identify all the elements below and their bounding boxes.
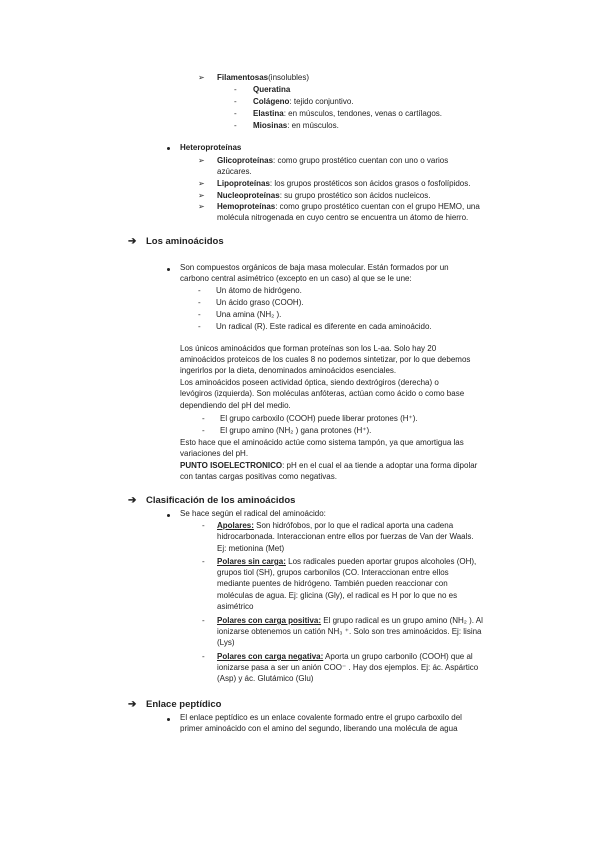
polares-l3: mediante puentes de hidrógeno. También pueden reaccionar con: [217, 579, 448, 588]
aminoacidos-p1-l1: Son compuestos orgánicos de baja masa molecular. Están formados por un: [180, 263, 449, 272]
dash-bullet: -: [198, 322, 201, 331]
aminoacidos-p3-l1: Esto hace que el aminoácido actúe como sistema tampón, ya que amortigua las: [180, 438, 464, 447]
aminoacidos-heading: Los aminoácidos: [146, 236, 224, 247]
negativa-l3: (Asp) y ác. Glutámico (Glu): [217, 674, 314, 683]
glucoproteinas-line2: azúcares.: [217, 167, 252, 176]
aminoacidos-p2-l6: dependiendo del pH del medio.: [180, 401, 291, 410]
polares-l5: asimétrico: [217, 602, 254, 611]
positiva-l2: ionizarse obtenemos un catión NH₃ ⁺. Solo son tres aminoácidos. Ej: lisina: [217, 627, 482, 636]
clasificacion-heading: Clasificación de los aminoácidos: [146, 495, 296, 506]
list-item-acido: Un ácido graso (COOH).: [216, 298, 304, 307]
punto-isoelectronico-line2: con tantas cargas positivas como negativas.: [180, 472, 337, 481]
negativa-l2: ionizarse pasa a ser un anión COO⁻ . Hay dos ejemplos. Ej: ác. Aspártico: [217, 663, 479, 672]
dash-bullet: -: [202, 616, 205, 625]
section-arrow-icon: ➔: [128, 236, 137, 247]
dash-bullet: -: [202, 426, 205, 435]
dash-bullet: -: [198, 310, 201, 319]
bullet-dot: [167, 514, 170, 517]
arrow-bullet-icon: ➢: [198, 191, 205, 200]
glucoproteinas-line: Glicoproteínas: como grupo prostético cuentan con uno o varios: [217, 156, 449, 165]
polares-l1: Polares sin carga: Los radicales pueden aportar grupos alcoholes (OH),: [217, 557, 477, 566]
aminoacidos-p2-l2: aminoácidos proteicos de los cuales 8 no podemos sintetizar, por lo que debemos: [180, 355, 471, 364]
dash-bullet: -: [198, 286, 201, 295]
bullet-dot: [167, 268, 170, 271]
arrow-bullet-icon: ➢: [198, 202, 205, 211]
aminoacidos-p2-l5: levógiros (izquierda). Son moléculas anfóteras, actúan como ácido o como base: [180, 389, 465, 398]
aminoacidos-p2-l1: Los únicos aminoácidos que forman proteínas son los L-aa. Solo hay 20: [180, 344, 437, 353]
aminoacidos-p2-l4: Los aminoácidos poseen actividad óptica, siendo dextrógiros (derecha) o: [180, 378, 439, 387]
aminoacidos-p2-l3: ingerirlos por la dieta, denominados aminoácidos esenciales.: [180, 366, 397, 375]
negativa-l1: Polares con carga negativa: Aporta un grupo carbonilo (COOH) que al: [217, 652, 473, 661]
filamentosas-line: Filamentosas(insolubles): [217, 73, 310, 82]
miosinas-line: Miosinas: en músculos.: [253, 121, 339, 130]
dash-bullet: -: [202, 414, 205, 423]
apolares-l2: hidrocarbonada. Interaccionan entre ellos por fuerzas de Van der Waals.: [217, 532, 474, 541]
dash-bullet: -: [234, 109, 237, 118]
nucleoproteinas-line: Nucleoproteínas: su grupo prostético son ácidos nucleicos.: [217, 191, 431, 200]
bullet-dot: [167, 147, 170, 150]
hemoproteinas-line2: molécula nitrogenada en cuyo centro se encuentra un átomo de hierro.: [217, 213, 469, 222]
dash-bullet: -: [198, 298, 201, 307]
enlace-peptidico-heading: Enlace peptídico: [146, 699, 222, 710]
polares-l4: moléculas de agua. Ej: glicina (Gly), el radical es H por lo que no es: [217, 591, 458, 600]
positiva-l3: (Lys): [217, 638, 235, 647]
bullet-dot: [167, 718, 170, 721]
dash-bullet: -: [202, 557, 205, 566]
list-item-radical: Un radical (R). Este radical es diferente en cada aminoácido.: [216, 322, 432, 331]
list-item-hidrogeno: Un átomo de hidrógeno.: [216, 286, 302, 295]
list-item-carboxilo: El grupo carboxilo (COOH) puede liberar protones (H⁺).: [220, 414, 418, 423]
arrow-bullet-icon: ➢: [198, 156, 205, 165]
positiva-l1: Polares con carga positiva: El grupo radical es un grupo amino (NH₂ ). Al: [217, 616, 483, 625]
aminoacidos-p3-l2: variaciones del pH.: [180, 449, 249, 458]
heteroproteinas-heading: Heteroproteínas: [180, 143, 242, 152]
list-item-amina: Una amina (NH₂ ).: [216, 310, 282, 319]
lipoproteinas-line: Lipoproteínas: los grupos prostéticos son ácidos grasos o fosfolípidos.: [217, 179, 471, 188]
hemoproteinas-line: Hemoproteínas: como grupo prostético cuentan con el grupo HEMO, una: [217, 202, 480, 211]
apolares-l1: Apolares: Son hidrófobos, por lo que el radical aporta una cadena: [217, 521, 454, 530]
elastina-line: Elastina: en músculos, tendones, venas o cartílagos.: [253, 109, 442, 118]
filamentosas-term: Filamentosas: [217, 73, 269, 82]
section-arrow-icon: ➔: [128, 495, 137, 506]
dash-bullet: -: [202, 521, 205, 530]
arrow-bullet-icon: ➢: [198, 179, 205, 188]
dash-bullet: -: [234, 85, 237, 94]
dash-bullet: -: [234, 121, 237, 130]
queratina-line: Queratina: [253, 85, 291, 94]
clasificacion-intro: Se hace según el radical del aminoácido:: [180, 509, 326, 518]
enlace-l2: primer aminoácido con el amino del segundo, liberando una molécula de agua: [180, 724, 458, 733]
dash-bullet: -: [234, 97, 237, 106]
list-item-amino: El grupo amino (NH₂ ) gana protones (H⁺).: [220, 426, 372, 435]
arrow-bullet-icon: ➢: [198, 73, 205, 82]
dash-bullet: -: [202, 652, 205, 661]
apolares-l3: Ej: metionina (Met): [217, 544, 285, 553]
aminoacidos-p1-l2: carbono central asimétrico (excepto en un caso) al que se le une:: [180, 274, 412, 283]
section-arrow-icon: ➔: [128, 699, 137, 710]
enlace-l1: El enlace peptídico es un enlace covalente formado entre el grupo carboxilo del: [180, 713, 462, 722]
punto-isoelectronico-line: PUNTO ISOELECTRONICO: pH en el cual el aa tiende a adoptar una forma dipolar: [180, 461, 478, 470]
polares-l2: grupos tiol (SH), grupos carbonilos (CO. Interaccionan entre ellos: [217, 568, 449, 577]
colageno-line: Colágeno: tejido conjuntivo.: [253, 97, 354, 106]
